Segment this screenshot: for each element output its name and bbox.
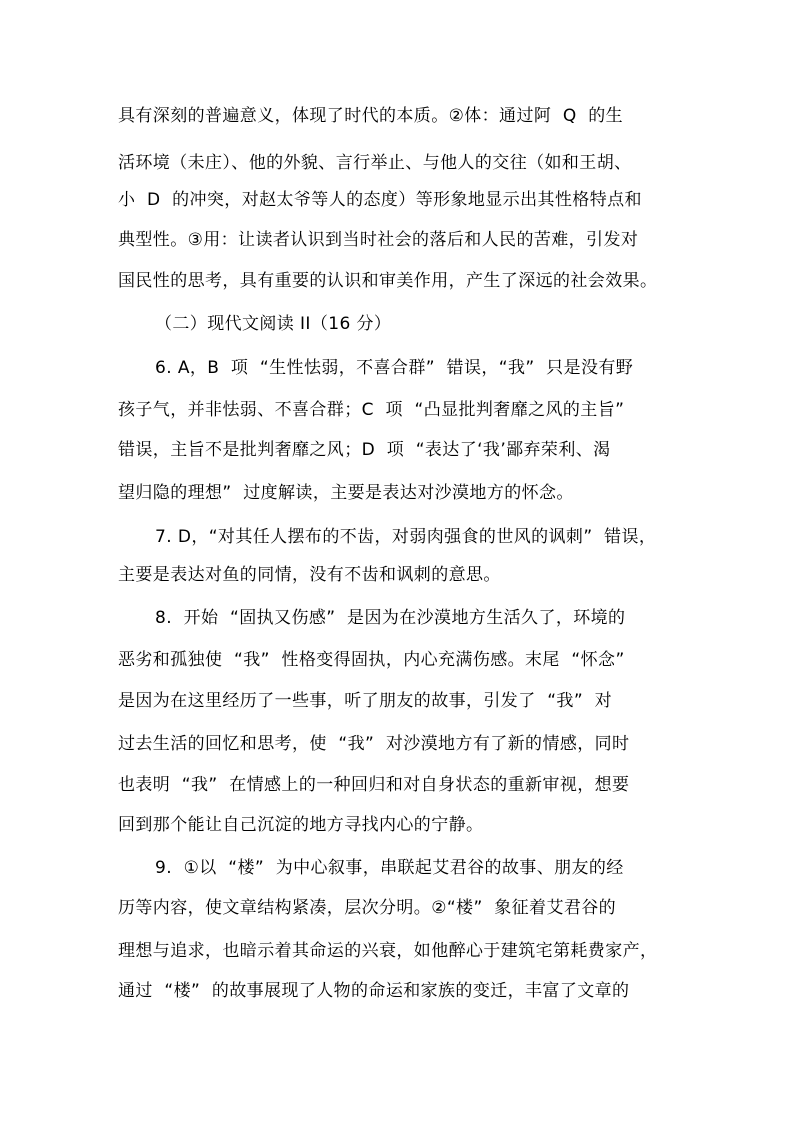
line-text: 错误，主旨不是批判奢靡之风；D 项 “表达了‘我’鄙弃荣利、渴 <box>118 440 611 460</box>
line-text: 孩子气，并非怯弱、不喜合群；C 项 “凸显批判奢靡之风的主旨” <box>118 400 625 420</box>
line-text: 也表明 “我” 在情感上的一种回归和对自身状态的重新审视，想要 <box>118 775 630 795</box>
line-text: 回到那个能让自己沉淀的地方寻找内心的宁静。 <box>118 815 484 835</box>
line-text: 8. 开始 “固执又伤感” 是因为在沙漠地方生活久了，环境的 <box>155 608 626 628</box>
line-text: 是因为在这里经历了一些事，听了朋友的故事，引发了 “我” 对 <box>118 691 613 711</box>
line-text: 历等内容，使文章结构紧凑，层次分明。②“楼” 象征着艾君谷的 <box>118 898 617 918</box>
line-text: 通过 “楼” 的故事展现了人物的命运和家族的变迁，丰富了文章的 <box>118 981 630 1001</box>
line-text: 望归隐的理想” 过度解读，主要是表达对沙漠地方的怀念。 <box>118 483 574 503</box>
line-text: 主要是表达对鱼的同情，没有不齿和讽刺的意思。 <box>118 565 501 585</box>
line-text: 7. D，“对其任人摆布的不齿，对弱肉强食的世风的讽刺” 错误， <box>155 527 657 547</box>
line-text: 理想与追求，也暗示着其命运的兴衰，如他醉心于建筑宅第耗费家产， <box>118 941 658 961</box>
line-text: 具有深刻的普遍意义，体现了时代的本质。②体：通过阿 Q 的生 <box>118 106 624 126</box>
line-text: 典型性。③用：让读者认识到当时社会的落后和人民的苦难，引发对 <box>118 230 639 250</box>
line-text: 活环境（未庄）、他的外貌、言行举止、与他人的交往（如和王胡、 <box>118 153 632 173</box>
line-text: 国民性的思考，具有重要的认识和审美作用，产生了深远的社会效果。 <box>118 271 658 291</box>
line-text: 恶劣和孤独使 “我” 性格变得固执，内心充满伤感。末尾 “怀念” <box>118 650 625 670</box>
line-text: 6. A，B 项 “生性怯弱，不喜合群” 错误，“我” 只是没有野 <box>155 358 634 378</box>
line-text: 小 D 的冲突，对赵太爷等人的态度）等形象地显示出其性格特点和 <box>118 190 642 210</box>
section-heading-text: （二）现代文阅读 II（16 分） <box>155 314 392 334</box>
line-text: 过去生活的回忆和思考，使 “我” 对沙漠地方有了新的情感，同时 <box>118 734 630 754</box>
line-text: 9. ①以 “楼” 为中心叙事，串联起艾君谷的故事、朋友的经 <box>155 858 624 878</box>
